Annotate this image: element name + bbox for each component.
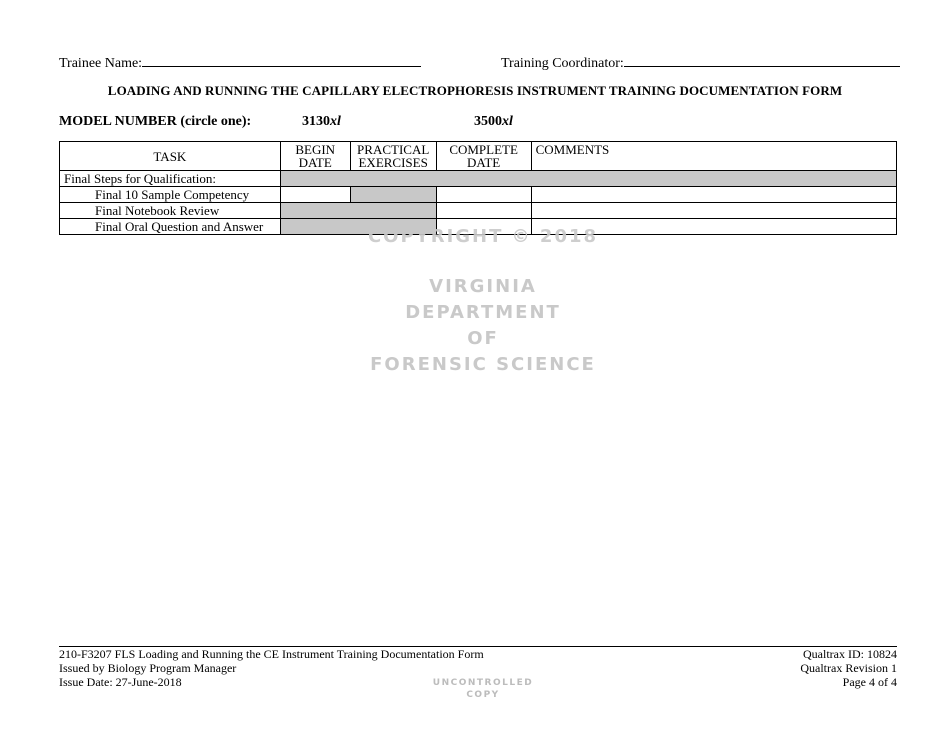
task-final-oral-question-answer: Final Oral Question and Answer (60, 219, 281, 235)
section-shaded-cell (280, 171, 896, 187)
trainee-name-label: Trainee Name: (59, 56, 143, 71)
footer-form-title: 210-F3207 FLS Loading and Running the CE Instrument Training Documentation Form (59, 647, 484, 661)
footer-page-number: Page 4 of 4 (842, 675, 897, 689)
footer-qualtrax-id: Qualtrax ID: 10824 (803, 647, 897, 661)
training-table (59, 141, 897, 235)
table-section-row (60, 171, 897, 187)
header-task: TASK (60, 142, 281, 171)
copyright-watermark: COPYRIGHT © 2018 (367, 226, 599, 247)
table-row (60, 203, 897, 219)
model-option-3500-number: 3500 (474, 114, 502, 129)
header-comments: COMMENTS (531, 142, 896, 171)
header-practical-line1: PRACTICAL (357, 142, 430, 157)
begin-practical-shaded-cell (280, 203, 436, 219)
training-coordinator-field[interactable] (501, 52, 900, 72)
model-option-3130-suffix: xl (330, 114, 341, 129)
comments-cell[interactable] (531, 187, 896, 203)
training-coordinator-label: Training Coordinator: (501, 56, 624, 71)
complete-date-cell[interactable] (436, 203, 531, 219)
trainee-name-line[interactable] (142, 52, 421, 67)
header-complete-line1: COMPLETE (449, 142, 518, 157)
model-option-3130-number: 3130 (302, 114, 330, 129)
watermark-line-department: DEPARTMENT (405, 302, 561, 323)
footer-issued-by: Issued by Biology Program Manager (59, 661, 237, 675)
footer-right (800, 647, 897, 689)
form-title: LOADING AND RUNNING THE CAPILLARY ELECTROPHORESIS INSTRUMENT TRAINING DOCUMENTATION FORM (107, 83, 843, 98)
header-practical-exercises (350, 142, 436, 171)
trainee-name-field[interactable] (59, 52, 421, 72)
header-complete-line2: DATE (467, 155, 501, 170)
table-header-row (60, 142, 897, 171)
watermark-line-virginia: VIRGINIA (429, 276, 537, 297)
comments-cell[interactable] (531, 203, 896, 219)
stamp-line-uncontrolled: UNCONTROLLED (432, 678, 534, 688)
task-final-notebook-review: Final Notebook Review (60, 203, 281, 219)
header-begin-line2: DATE (298, 155, 332, 170)
task-final-10-sample-competency: Final 10 Sample Competency (60, 187, 281, 203)
model-option-3130xl[interactable] (302, 114, 341, 130)
training-coordinator-line[interactable] (624, 52, 900, 67)
watermark-line-of: OF (467, 328, 499, 349)
complete-date-cell[interactable] (436, 187, 531, 203)
footer-issue-date: Issue Date: 27-June-2018 (59, 675, 182, 689)
uncontrolled-copy-stamp (413, 677, 553, 701)
header-begin-line1: BEGIN (295, 142, 336, 157)
header-practical-line2: EXERCISES (358, 155, 428, 170)
model-number-label: MODEL NUMBER (circle one): (59, 114, 252, 129)
table-row (60, 187, 897, 203)
practical-shaded-cell (350, 187, 436, 203)
header-complete-date (436, 142, 531, 171)
begin-date-cell[interactable] (280, 187, 350, 203)
stamp-line-copy: COPY (466, 690, 500, 700)
footer-qualtrax-revision: Qualtrax Revision 1 (800, 661, 897, 675)
section-label: Final Steps for Qualification: (60, 171, 281, 187)
header-begin-date (280, 142, 350, 171)
model-option-3500xl[interactable] (474, 114, 513, 130)
model-option-3500-suffix: xl (502, 114, 513, 129)
watermark-line-forensic-science: FORENSIC SCIENCE (370, 354, 596, 375)
